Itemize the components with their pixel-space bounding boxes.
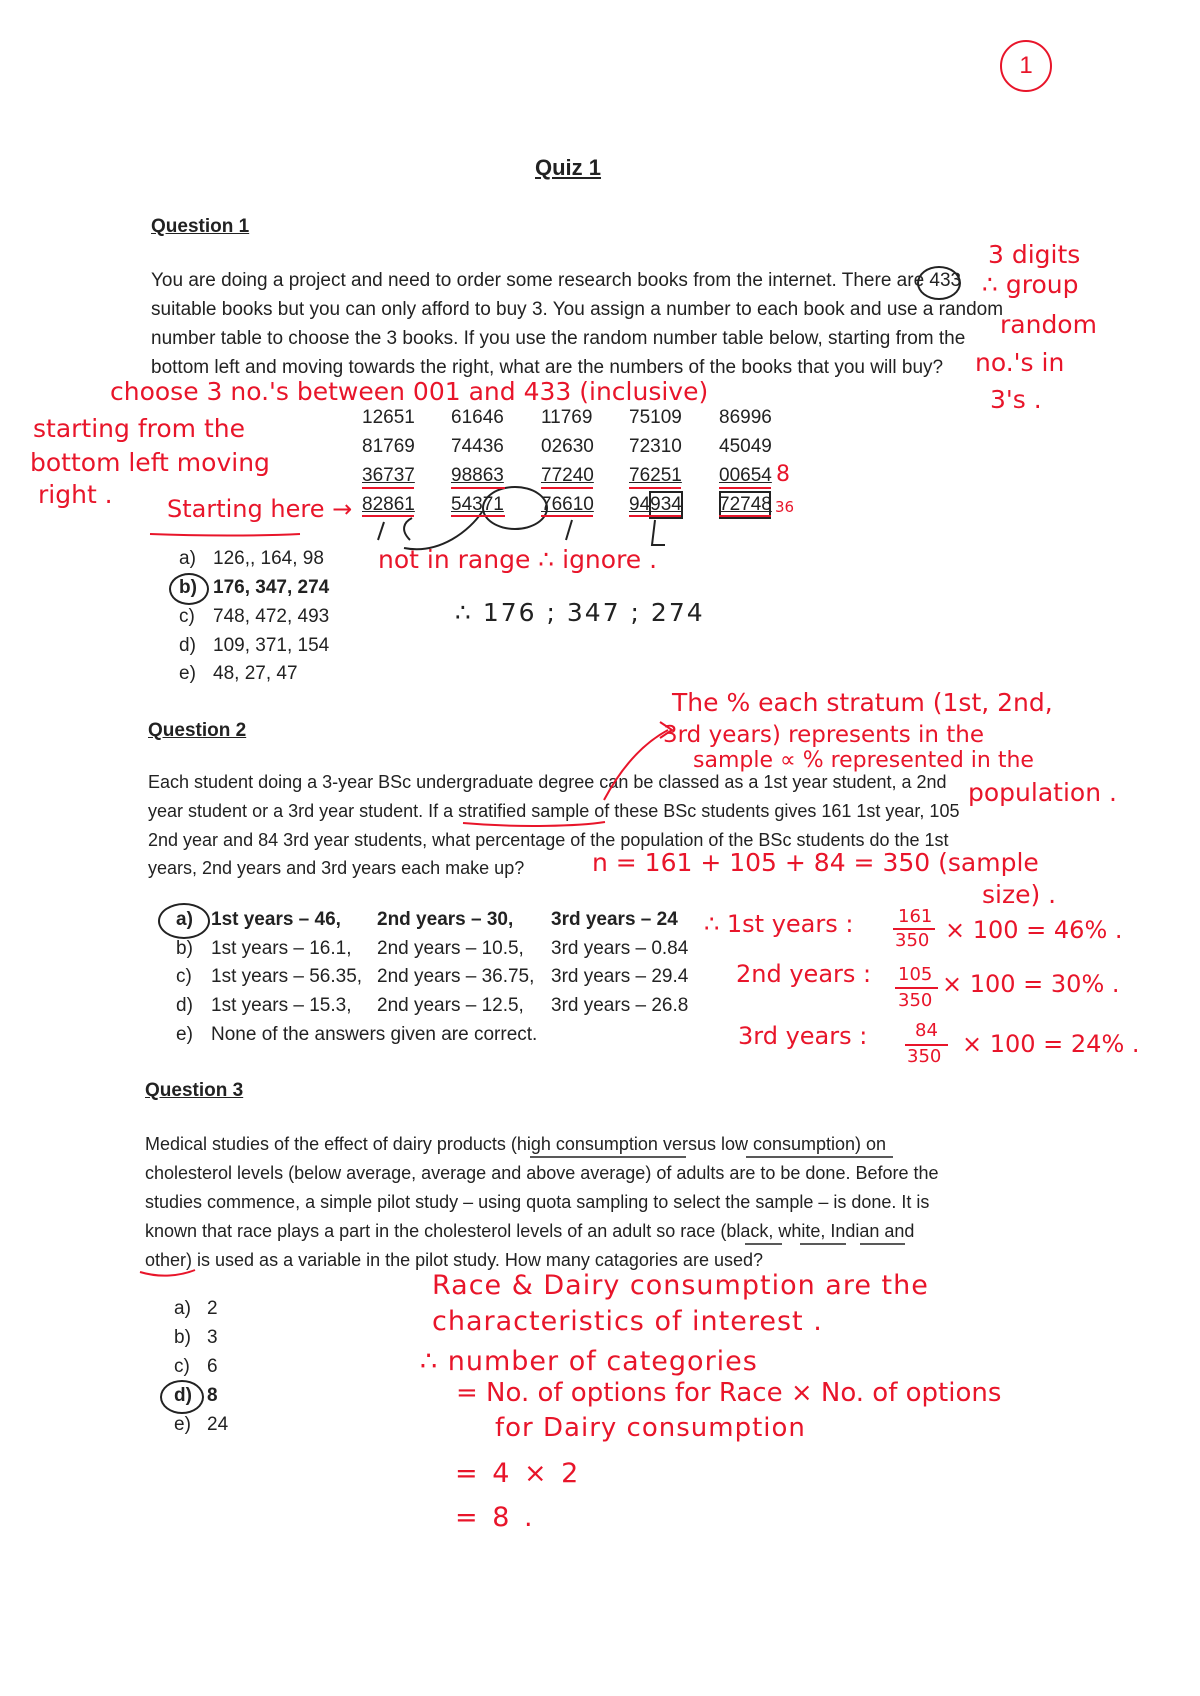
q3-note-4: = No. of options for Race × No. of options: [456, 1378, 1002, 1408]
table-cell: 75109: [629, 407, 682, 428]
q1-note-starting-3: right .: [38, 480, 113, 509]
q3-line-3: studies commence, a simple pilot study – using quota sampling to select the sample – is done. It is: [145, 1192, 930, 1212]
table-cell: 94934: [629, 494, 682, 515]
q2-calc-2-res: × 100 = 30% .: [942, 970, 1120, 998]
q2-option-b-c3: 3rd years – 0.84: [551, 938, 689, 959]
q3-line-1: Medical studies of the effect of dairy products (high consumption versus low consumption) on: [145, 1134, 887, 1154]
table-cell: 54371: [451, 494, 504, 515]
q3-line-5: other) is used as a variable in the pilot study. How many catagories are used?: [145, 1250, 763, 1270]
table-cell: 82861: [362, 494, 415, 515]
q2-calc-3-label: 3rd years :: [738, 1022, 868, 1050]
table-cell: 61646: [451, 407, 504, 428]
q3-option-b-text: 3: [207, 1327, 218, 1348]
q1-option-d-letter: d): [179, 635, 196, 656]
q2-line-3: 2nd year and 84 3rd year students, what percentage of the population of the BSc students do the 1st: [148, 830, 949, 850]
q2-option-e-letter: e): [176, 1024, 193, 1045]
q2-calc-3-res: × 100 = 24% .: [962, 1030, 1140, 1058]
q2-calc-3-den: 350: [907, 1046, 942, 1067]
q1-note-3-digits: 3 digits: [988, 240, 1081, 269]
arrow-down-icon: [652, 520, 665, 545]
q3-option-c-letter: c): [174, 1356, 190, 1377]
q1-note-not-in-range: not in range ∴ ignore .: [378, 545, 658, 574]
question-1-heading: Question 1: [151, 216, 250, 237]
arrow-curve-icon: [404, 512, 482, 549]
q2-calc-2-den: 350: [898, 990, 933, 1011]
q3-line-4: known that race plays a part in the cholesterol levels of an adult so race (black, white, Indian and: [145, 1221, 915, 1241]
q1-note-random: random: [1000, 310, 1097, 339]
q1-extra-digits-36: 36: [775, 498, 795, 516]
q1-line-3: number table to choose the 3 books. If you use the random number table below, starting from the: [151, 328, 966, 349]
q2-option-b-c1: 1st years – 16.1,: [211, 938, 352, 959]
q2-option-a-letter: a): [176, 909, 193, 930]
q3-option-e-text: 24: [207, 1414, 229, 1435]
question-2-heading: Question 2: [148, 720, 247, 741]
q3-note-1: Race & Dairy consumption are the: [432, 1270, 929, 1301]
q2-option-d-c3: 3rd years – 26.8: [551, 995, 689, 1016]
q1-note-starting-2: bottom left moving: [30, 448, 270, 477]
q1-option-e-letter: e): [179, 663, 196, 684]
q2-option-c-c1: 1st years – 56.35,: [211, 966, 363, 987]
q3-option-d-letter: d): [174, 1385, 192, 1406]
table-cell: 81769: [362, 436, 415, 457]
q3-line-2: cholesterol levels (below average, average and above average) of adults are to be done. Before the: [145, 1163, 939, 1183]
q1-note-3s: 3's .: [990, 385, 1042, 414]
q2-calc-1-res: × 100 = 46% .: [945, 916, 1123, 944]
arrow-curve-icon: [604, 730, 668, 800]
table-cell: 11769: [541, 407, 593, 428]
q2-note-size: size) .: [982, 880, 1057, 909]
question-3-heading: Question 3: [145, 1080, 244, 1101]
table-cell: 02630: [541, 436, 594, 457]
q1-line-1: You are doing a project and need to order some research books from the internet. There are 433: [151, 270, 962, 291]
q2-line-4: years, 2nd years and 3rd years each make up?: [148, 858, 525, 878]
q3-note-6: = 4 × 2: [455, 1458, 582, 1489]
table-cell: 74436: [451, 436, 504, 457]
q2-calc-1-num: 161: [898, 906, 933, 927]
q2-calc-2-label: 2nd years :: [736, 960, 872, 988]
q2-option-d-c2: 2nd years – 12.5,: [377, 995, 524, 1016]
table-cell: 45049: [719, 436, 772, 457]
q3-option-b-letter: b): [174, 1327, 191, 1348]
q2-option-a-c3: 3rd years – 24: [551, 909, 678, 930]
q1-note-starting-1: starting from the: [33, 414, 245, 443]
q1-note-answer: ∴ 176 ; 347 ; 274: [455, 598, 705, 627]
q1-note-group: ∴ group: [982, 270, 1079, 299]
red-underline: [150, 534, 300, 536]
q1-option-b-text: 176, 347, 274: [213, 577, 330, 598]
table-cell: 72310: [629, 436, 682, 457]
q1-note-nos-in: no.'s in: [975, 348, 1065, 377]
q2-option-c-c2: 2nd years – 36.75,: [377, 966, 535, 987]
q3-note-7: = 8 .: [455, 1502, 536, 1533]
arrow-up-icon: [378, 522, 384, 540]
q1-option-c-text: 748, 472, 493: [213, 606, 330, 627]
table-cell: 12651: [362, 407, 415, 428]
q2-note-stratum-2: 3rd years) represents in the: [663, 722, 985, 748]
q2-option-a-c2: 2nd years – 30,: [377, 909, 514, 930]
red-underline: [463, 822, 605, 826]
page-number: 1: [1019, 52, 1033, 79]
q1-note-choose: choose 3 no.'s between 001 and 433 (inclusive): [110, 377, 709, 406]
q3-option-a-letter: a): [174, 1298, 191, 1319]
page-title: Quiz 1: [535, 155, 602, 180]
q2-note-n: n = 161 + 105 + 84 = 350 (sample: [592, 848, 1039, 877]
q3-option-c-text: 6: [207, 1356, 218, 1377]
q2-note-stratum-4: population .: [968, 778, 1117, 807]
q2-line-1: Each student doing a 3-year BSc undergraduate degree can be classed as a 1st year student, a 2nd: [148, 772, 947, 792]
table-cell: 72748: [719, 494, 772, 515]
q1-option-e-text: 48, 27, 47: [213, 663, 298, 684]
q2-option-c-c3: 3rd years – 29.4: [551, 966, 689, 987]
q3-note-3: ∴ number of categories: [420, 1346, 758, 1377]
q2-option-b-letter: b): [176, 938, 193, 959]
q2-calc-2-num: 105: [898, 964, 933, 985]
q2-option-d-letter: d): [176, 995, 193, 1016]
q2-option-d-c1: 1st years – 15.3,: [211, 995, 352, 1016]
table-cell: 00654: [719, 465, 772, 486]
q1-line-4: bottom left and moving towards the right, what are the numbers of the books that you will buy?: [151, 357, 944, 378]
arrow-down-icon: [566, 520, 572, 540]
q2-note-stratum-1: The % each stratum (1st, 2nd,: [672, 688, 1053, 717]
table-cell: 36737: [362, 465, 415, 486]
q1-option-a-text: 126,, 164, 98: [213, 548, 324, 569]
q2-option-e-c1: None of the answers given are correct.: [211, 1024, 538, 1045]
red-underline: [140, 1270, 195, 1276]
q1-option-a-letter: a): [179, 548, 196, 569]
q3-option-e-letter: e): [174, 1414, 191, 1435]
q1-option-d-text: 109, 371, 154: [213, 635, 330, 656]
q2-calc-3-num: 84: [915, 1020, 938, 1041]
q2-calc-1-label: ∴ 1st years :: [704, 910, 854, 938]
q3-option-a-text: 2: [207, 1298, 218, 1319]
q3-note-2: characteristics of interest .: [432, 1306, 823, 1337]
q2-line-2: year student or a 3rd year student. If a stratified sample of these BSc students gives 161 1st year, 105: [148, 801, 960, 821]
arrow-up-icon: [404, 518, 412, 540]
q1-option-c-letter: c): [179, 606, 195, 627]
q2-option-c-letter: c): [176, 966, 192, 987]
q1-option-b-letter: b): [179, 577, 197, 598]
q3-note-5: for Dairy consumption: [495, 1413, 806, 1443]
q1-note-starting-here: Starting here →: [167, 495, 353, 523]
q2-option-b-c2: 2nd years – 10.5,: [377, 938, 524, 959]
table-cell: 76610: [541, 494, 594, 515]
q3-option-d-text: 8: [207, 1385, 218, 1406]
table-cell: 77240: [541, 465, 594, 486]
q2-option-a-c1: 1st years – 46,: [211, 909, 341, 930]
q2-calc-1-den: 350: [895, 930, 930, 951]
q1-extra-digit-8: 8: [776, 462, 790, 487]
table-cell: 86996: [719, 407, 772, 428]
q2-note-stratum-3: sample ∝ % represented in the: [693, 748, 1034, 773]
q1-line-2: suitable books but you can only afford to buy 3. You assign a number to each book and use a random: [151, 299, 1004, 320]
table-cell: 98863: [451, 465, 504, 486]
table-cell: 76251: [629, 465, 682, 486]
